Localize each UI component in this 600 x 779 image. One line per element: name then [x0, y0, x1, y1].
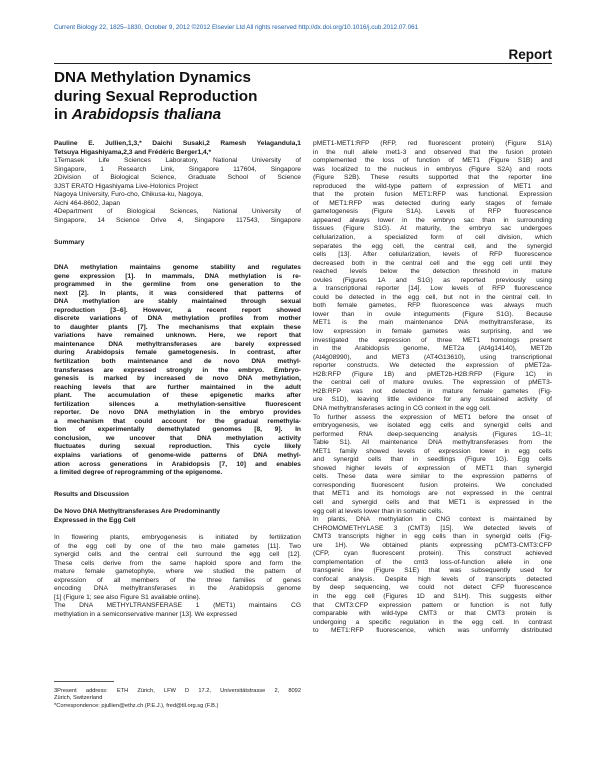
right-column — [313, 140, 552, 636]
summary-line: a mechanism that could account for the gradual remethyla- — [54, 417, 301, 425]
summary-line: ation across generations in Arabidopsis [7, 10] and enables — [54, 460, 301, 468]
body-line: tissues (Figure S1G). At maturity, the embryo sac undergoes — [313, 225, 552, 233]
body-line: that the protein fusion MET1:RFP was functional. Expression — [313, 191, 552, 199]
body-line: transgenic line (Figure S1E) that was subsequently used for — [313, 567, 552, 575]
body-line: cells [13]. After cellularization, levels of RFP fluorescence — [313, 251, 552, 259]
affiliation-list — [54, 157, 301, 225]
body-line: decreased both in the central cell and the egg cell until they — [313, 259, 552, 267]
body-line: performed RNA deep-sequencing analysis (Figures 1G–1I; — [313, 430, 552, 438]
body-line: lower than in ovule integuments (Figure S1G). Because — [313, 310, 552, 318]
body-line: complemented the loss of function of MET1 (Figure S1B) and — [313, 157, 552, 165]
body-line: methylation in a semiconservative manner [13]. We expressed — [54, 610, 237, 618]
header-rule — [54, 63, 552, 64]
body-line: CHROMOMETHYLASE 3 (CMT3) [15]. We detected levels of — [313, 524, 552, 532]
body-line: a transcriptional reporter [14]. Low levels of RFP fluorescence — [313, 285, 552, 293]
body-line: ure 1H). We obtained plants expressing pCMT3-CMT3:CFP — [313, 541, 552, 549]
body-line: egg cell at levels lower than in somatic cells. — [313, 507, 444, 515]
article-title — [54, 69, 314, 125]
affiliation-line: 4Department of Biological Sciences, National University of — [54, 208, 301, 216]
body-line: MET1 is the main maintenance DNA methyltransferase, its — [313, 319, 552, 327]
title-line-2: during Sexual Reproduction — [54, 87, 258, 105]
footnote-rule — [54, 681, 114, 682]
results-left-body — [54, 534, 301, 619]
body-line: Table S1). All maintenance DNA methyltransferases from the — [313, 439, 552, 447]
body-line: that MET1 and its homologs are not expressed in the central — [313, 490, 552, 498]
title-line-3 — [54, 106, 314, 125]
body-line: in the egg cell (Figures 1D and S1H). This suggests either — [313, 592, 552, 600]
body-line: reproduced the wild-type pattern of expression of MET1 and — [313, 182, 552, 190]
body-line: embryogenesis, we isolated egg cells and synergid cells and — [313, 422, 552, 430]
summary-line: programmed in the germline from one generation to the — [54, 281, 301, 289]
body-line: (Figure S2B). These results supported that the reporter line — [313, 174, 552, 182]
summary-line: transferases are expressed strongly in the embryo. Embryo- — [54, 366, 301, 374]
body-line: expression of all members of the three families of genes — [54, 576, 301, 584]
body-line: to MET1:RFP fluorescence, which was uniformly distributed — [313, 627, 552, 635]
summary-line: a limited degree of reprogramming of the epigenome. — [54, 469, 223, 477]
body-line: undergoing a specific regulation in the egg cell. In contrast — [313, 618, 552, 626]
summary-line: discrete variations of DNA methylation profiles from mother — [54, 315, 301, 323]
body-line: low expression in female gametes was surprising, and we — [313, 328, 552, 336]
body-line: that CMT3:CFP expression pattern or function is not fully — [313, 601, 552, 609]
summary-line: maintenance DNA methyltransferases are barely expressed — [54, 340, 301, 348]
summary-line: plant. The accumulation of these epigenetic marks after — [54, 392, 301, 400]
journal-citation-line: Current Biology 22, 1825–1830, October 9, 2012 ©2012 Elsevier Ltd All rights reserved http://dx.doi.org/10.1016/j.cub.2012.07.061 — [54, 24, 419, 31]
summary-heading: Summary — [54, 239, 85, 246]
author-list — [54, 140, 301, 157]
article-type-label: Report — [508, 47, 552, 62]
body-line: investigated the expression of three MET1 homologs present — [313, 336, 552, 344]
affiliation-line: Aichi 464-8602, Japan — [54, 199, 121, 207]
body-line: corresponding fluorescent fusion proteins. We concluded — [313, 481, 552, 489]
body-line: H2B:RFP was not detected in mature female gametes (Fig- — [313, 387, 552, 395]
subheading-line: Expressed in the Egg Cell — [54, 516, 136, 524]
summary-line: reaching levels that are further maintained in the adult — [54, 383, 301, 391]
body-line: CMT3 transcripts higher in egg cells than in synergid cells (Fig- — [313, 533, 552, 541]
affiliation-line: 3JST ERATO Higashiyama Live-Holonics Project — [54, 182, 198, 190]
affiliation-line: Singapore, 14 Science Drive 4, Singapore 117543, Singapore — [54, 216, 301, 224]
body-line: cells. These data were similar to the expression patterns of — [313, 473, 552, 481]
title-line-1: DNA Methylation Dynamics — [54, 69, 251, 86]
body-line: cell and synergid cells and that MET1 is expressed in the — [313, 498, 552, 506]
body-line: in the Arabidopsis genome, MET2a (At4g14140), MET2b — [313, 345, 552, 353]
body-line: gametogenesis (Figure S1A). Levels of RFP fluorescence — [313, 208, 552, 216]
body-line: ovules (Figures 1A and S1G) as reported previously using — [313, 276, 552, 284]
body-line: and synergid cells than in seedlings (Figure 1G). Egg cells — [313, 456, 552, 464]
summary-line: conclusion, we uncover that DNA methylation activity — [54, 434, 301, 442]
body-line: MET1 family showed levels of expression lower in egg cells — [313, 447, 552, 455]
body-line: The DNA METHYLTRANSFERASE 1 (MET1) maintains CG — [54, 602, 301, 610]
summary-line: reproduction [3–6]. However, a recent report showed — [54, 306, 301, 314]
affiliation-line: 1Temasek Life Sciences Laboratory, National University of — [54, 157, 301, 165]
body-line: in the null allele met1-3 and observed that the fusion protein — [313, 148, 552, 156]
summary-line: fertilization both maintenance and de novo DNA methyl- — [54, 358, 301, 366]
affiliation-line: Nagoya University, Furo-cho, Chikusa-ku, Nagoya, — [54, 191, 203, 199]
body-line: both female gametes, RFP fluorescence was always much — [313, 302, 552, 310]
summary-line: DNA methylation are stably maintained through sexual — [54, 298, 301, 306]
body-line: DNA methyltransferases acting in CG context in the egg cell. — [313, 404, 491, 412]
body-line: could be detected in the egg cell, but not in the central cell. In — [313, 293, 552, 301]
body-line: synergid cells and the central cell surround the egg cell [12]. — [54, 551, 301, 559]
author-line: Tetsuya Higashiyama,2,3 and Frédéric Berger1,4,* — [54, 148, 212, 156]
spacer — [54, 500, 301, 509]
summary-line: reporter. De novo DNA methylation in the embryo provides — [54, 409, 301, 417]
body-line: encoding DNA methyltransferases in the Arabidopsis genome — [54, 585, 301, 593]
subheading-line: De Novo DNA Methyltransferases Are Predominantly — [54, 508, 220, 516]
results-heading: Results and Discussion — [54, 491, 129, 498]
summary-body — [54, 264, 301, 478]
body-line: reporter constructs. We detected the expression of pMET2a- — [313, 362, 552, 370]
body-line: (CFP, cyan fluorescent protein). This construct achieved — [313, 550, 552, 558]
body-line: To further assess the expression of MET1 before the onset of — [313, 413, 552, 421]
body-line: separates the egg cell, the central cell, and the synergid — [313, 242, 552, 250]
body-line: H2B:RFP (Figure 1B) and pMET2b-H2B:RFP (Figure 1C) in — [313, 370, 552, 378]
summary-line: fluctuates during sexual reproduction. This cycle likely — [54, 443, 301, 451]
body-line: cellularization, a specialized form of cell division, which — [313, 234, 552, 242]
body-line: In flowering plants, embryogenesis is initiated by fertilization — [54, 534, 301, 541]
summary-line: next [2]. In plants, it was considered that patterns of — [54, 289, 301, 297]
affiliation-line: 2Division of Biological Science, Graduate School of Science — [54, 174, 301, 182]
footnote-line: *Correspondence: pjullien@ethz.ch (P.E.J.), fred@tll.org.sg (F.B.) — [54, 702, 219, 709]
body-line: by deep sequencing, we could not detect CFP fluorescence — [313, 584, 552, 592]
summary-line: gene expression [1]. In mammals, DNA methylation is re- — [54, 272, 301, 280]
results-section — [54, 491, 301, 525]
body-line: (At4g08990), and MET3 (AT4G13610), using transcriptional — [313, 353, 552, 361]
summary-line: genesis is marked by increased de novo DNA methylation, — [54, 375, 301, 383]
summary-line: to daughter plants [7]. The mechanisms that explain these — [54, 323, 301, 331]
left-column — [54, 140, 301, 225]
body-line: In plants, DNA methylation in CNG context is maintained by — [313, 516, 552, 524]
body-line: showed higher levels of expression of MET1 than synergid — [313, 464, 552, 472]
body-line: pMET1-MET1:RFP (RFP, red fluorescent protein) (Figure S1A) — [313, 140, 552, 147]
title-line-3-prefix: in — [54, 106, 72, 124]
body-line: ure S1D), leaving little evidence for any sustained activity of — [313, 396, 552, 404]
affiliation-line: Singapore, 1 Research Link, Singapore 117604, Singapore — [54, 165, 301, 173]
author-line: Pauline E. Jullien,1,3,* Daichi Susaki,2 Ramesh Yelagandula,1 — [54, 140, 301, 147]
summary-line: explains variations of genome-wide patterns of DNA methyl- — [54, 452, 301, 460]
body-line: complementation of the cmt3 loss-of-function allele in one — [313, 558, 552, 566]
summary-line: tion of experimentally demethylated genomes [8, 9]. In — [54, 426, 301, 434]
title-species: Arabidopsis thaliana — [71, 106, 222, 124]
summary-line: DNA methylation maintains genome stability and regulates — [54, 264, 301, 271]
body-line: [1] (Figure 1; see also Figure S1 available online). — [54, 593, 201, 601]
body-line: was localized to the nucleus in embryos (Figure S2A) and roots — [313, 165, 552, 173]
summary-line: variations have remained unknown. Here, we report that — [54, 332, 301, 340]
body-line: confocal analysis. Despite high levels of transcripts detected — [313, 575, 552, 583]
footnote-line: 3Present address: ETH Zürich, LFW D 17.2, Universitätstrasse 2, 8092 — [54, 688, 301, 694]
summary-line: during Arabidopsis female gametogenesis. In contrast, after — [54, 349, 301, 357]
body-line: comparable with wild-type CMT3 or that CMT3 protein is — [313, 610, 552, 618]
body-line: These cells derive from the same haploid spore and form the — [54, 559, 301, 567]
body-line: of MET1:RFP was detected during early stages of female — [313, 199, 552, 207]
body-line: appeared always lower in the embryo sac than in surrounding — [313, 216, 552, 224]
body-line: mature female gametophyte, where we studied the pattern of — [54, 568, 301, 576]
footnotes — [54, 688, 301, 710]
body-line: the central cell of mature ovules. The expression of pMET3- — [313, 379, 552, 387]
summary-line: fertilization silences a methylation-sensitive fluorescent — [54, 400, 301, 408]
footnote-line: Zürich, Switzerland — [54, 695, 103, 702]
body-line: of the egg cell by one of the two male gametes [11]. Two — [54, 542, 301, 550]
summary-section — [54, 239, 301, 248]
body-line: reached levels below the detection threshold in mature — [313, 268, 552, 276]
